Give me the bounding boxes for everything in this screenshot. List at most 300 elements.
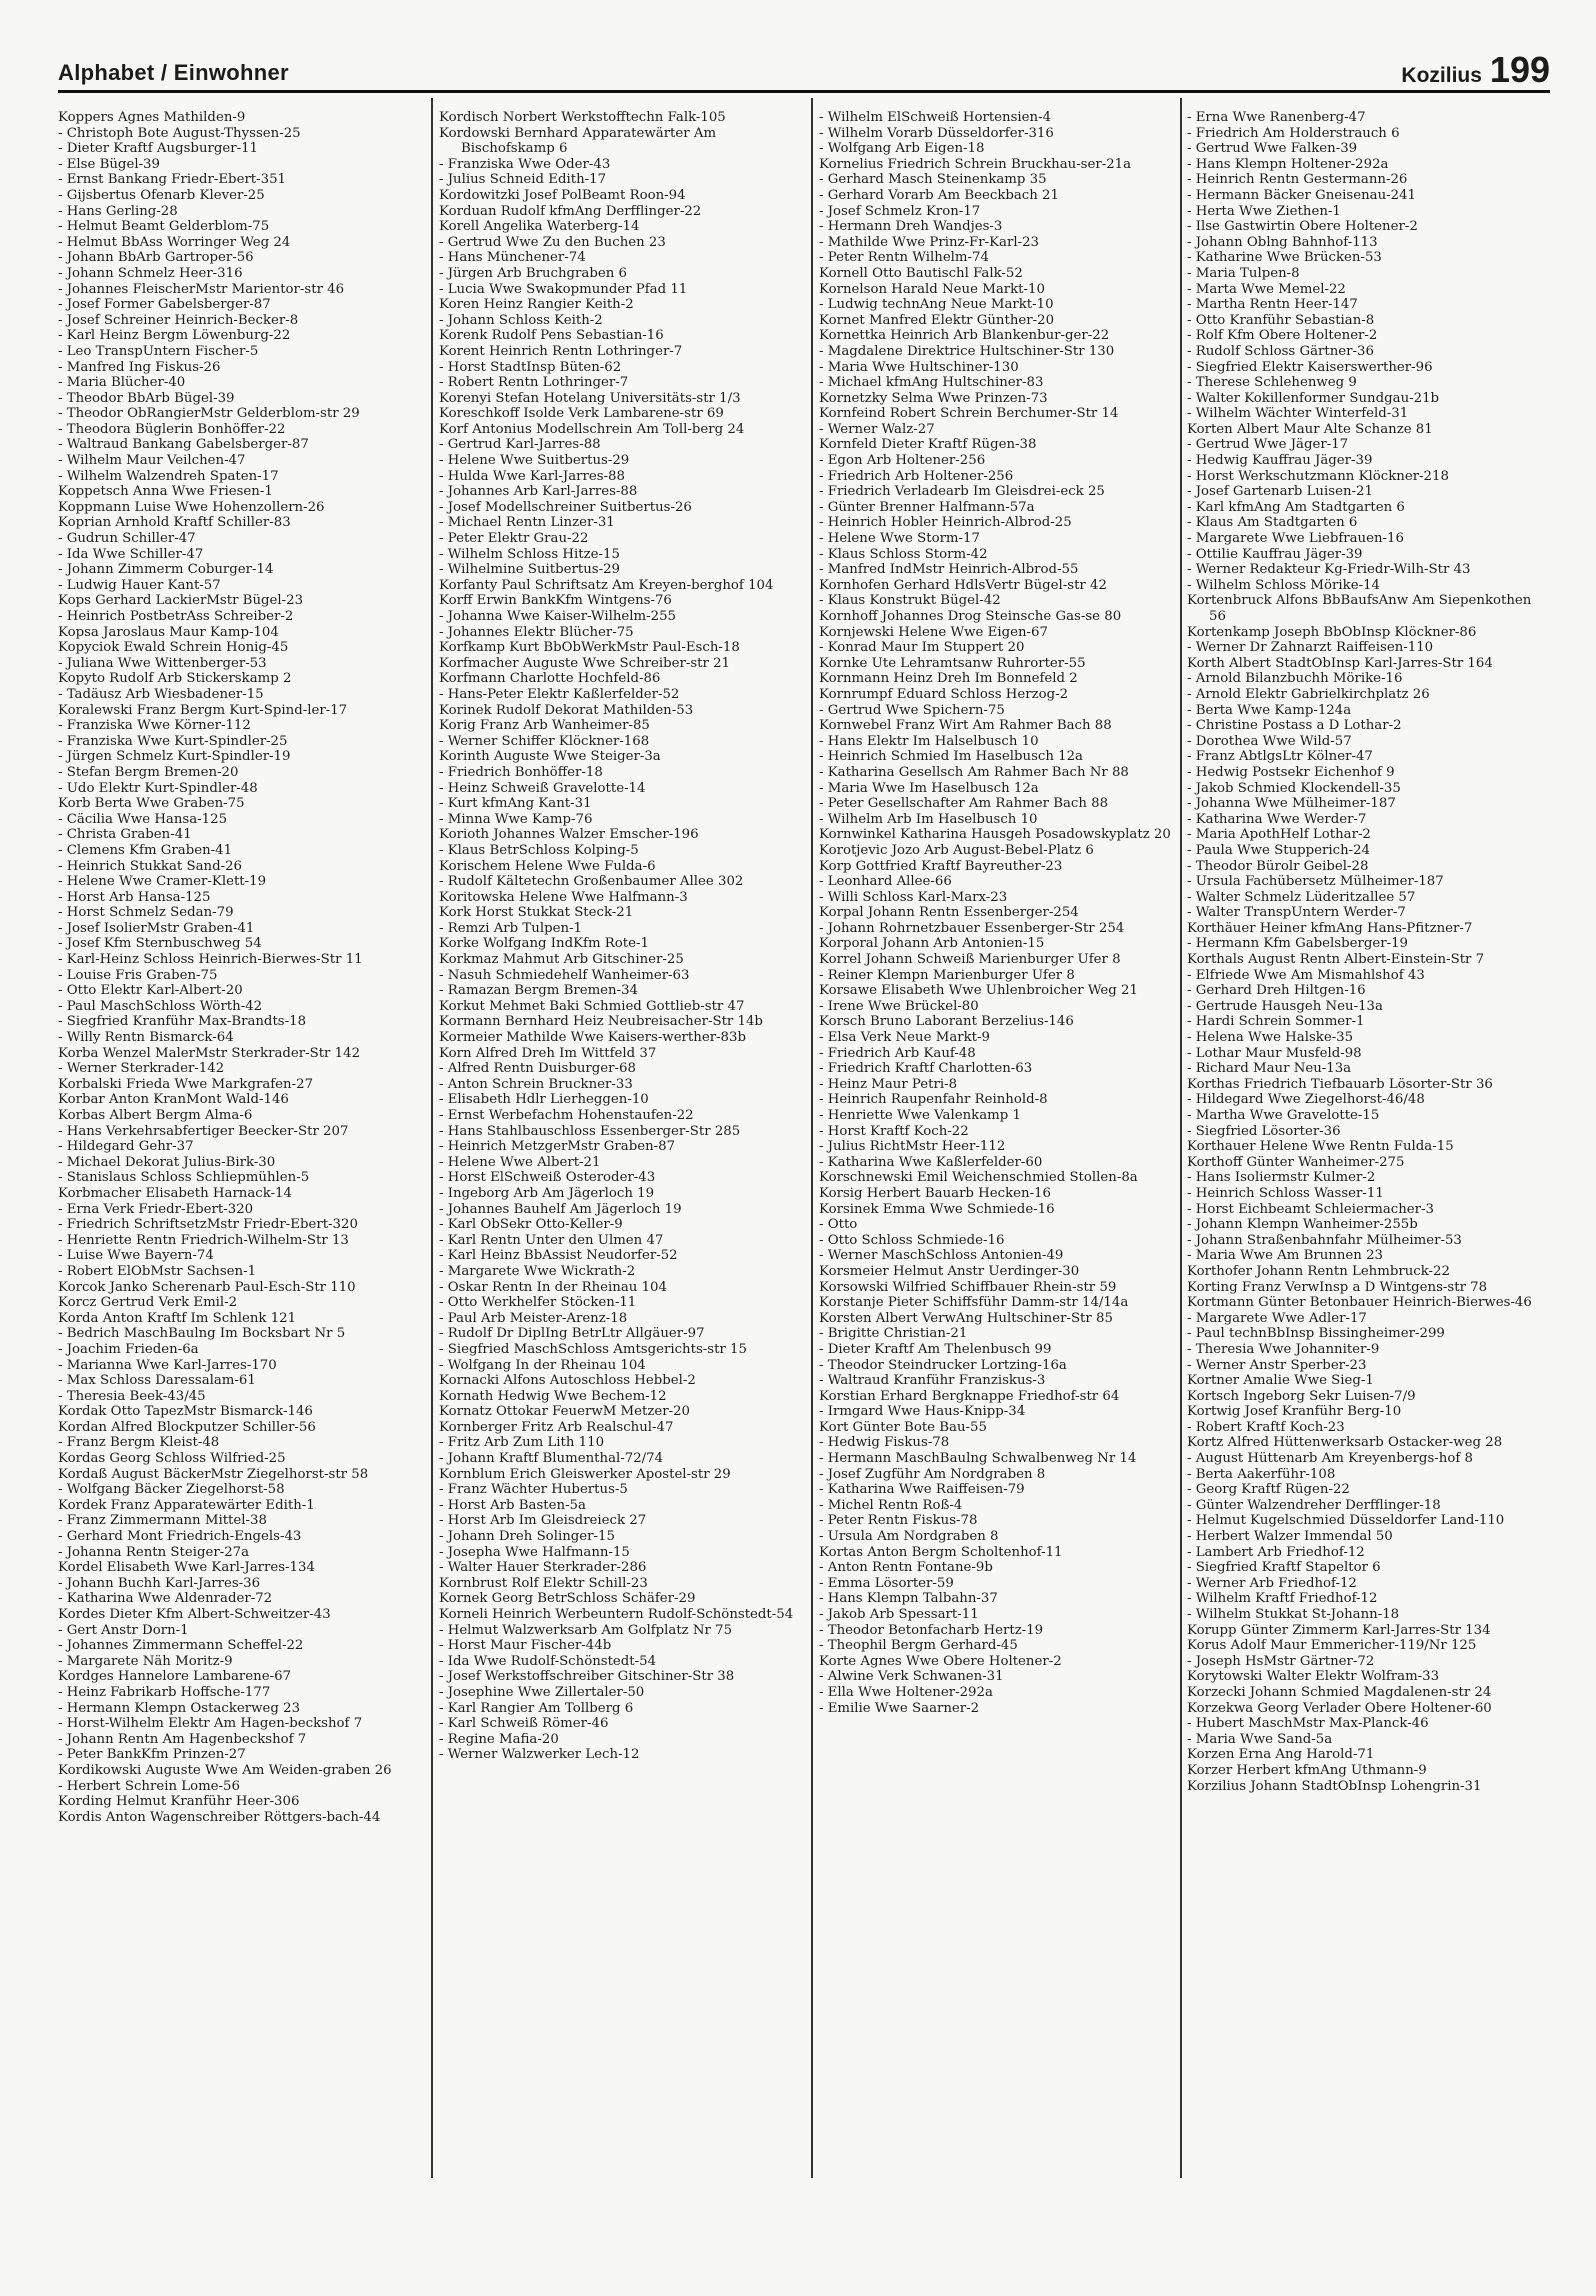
directory-entry: - Karl Heinz Bergm Löwenburg-22 <box>58 328 291 344</box>
directory-entry: Kort Günter Bote Bau-55 <box>819 1419 987 1435</box>
directory-entry: - Franziska Wwe Kurt-Spindler-25 <box>58 733 288 749</box>
running-head <box>1401 49 1550 90</box>
directory-entry: - Ramazan Bergm Bremen-34 <box>439 983 639 999</box>
directory-entry: - Hermann Kfm Gabelsberger-19 <box>1187 936 1409 952</box>
directory-entry: - Wilhelm Maur Veilchen-47 <box>58 453 246 469</box>
directory-entry: - Siegfried Kranführ Max-Brandts-18 <box>58 1014 307 1030</box>
directory-entry: Korzekwa Georg Verlader Obere Holtener-60 <box>1187 1700 1492 1716</box>
directory-entry: Kornhoff Johannes Drog Steinsche Gas-se 80 <box>819 609 1122 624</box>
directory-entry: - Werner MaschSchloss Antonien-49 <box>819 1248 1064 1264</box>
directory-entry: - Erna Verk Friedr-Ebert-320 <box>58 1201 254 1217</box>
directory-entry: - Horst Kraftf Koch-22 <box>819 1123 969 1139</box>
directory-entry: - Dieter Kraftf Augsburger-11 <box>58 141 259 157</box>
directory-entry: - Heinz Fabrikarb Hoffsche-177 <box>58 1684 271 1700</box>
directory-entry: Korf Antonius Modellschrein Am Toll-berg 24 <box>439 421 745 437</box>
directory-entry: - Johanna Wwe Kaiser-Wilhelm-255 <box>439 609 677 624</box>
directory-entry: - Johannes Zimmermann Scheffel-22 <box>58 1638 304 1654</box>
directory-entry: Kortwig Josef Kranführ Berg-10 <box>1187 1404 1402 1420</box>
directory-entry: - Werner Schiffer Klöckner-168 <box>439 733 650 749</box>
directory-entry: Korthas Friedrich Tiefbauarb Lösorter-Str 36 <box>1187 1076 1493 1092</box>
directory-entry: Kortner Amalie Wwe Sieg-1 <box>1187 1373 1374 1389</box>
directory-entry: - Ottilie Kauffrau Jäger-39 <box>1187 546 1363 562</box>
directory-entry: - Hermann Klempn Ostackerweg 23 <box>58 1700 301 1716</box>
directory-entry: - Martha Rentn Heer-147 <box>1187 297 1358 313</box>
directory-entry: - Georg Kraftf Rügen-22 <box>1187 1482 1350 1498</box>
directory-entry: - Christa Graben-41 <box>58 827 192 843</box>
directory-entry: - Gertrude Hausgeh Neu-13a <box>1187 998 1383 1014</box>
directory-entry: - Clemens Kfm Graben-41 <box>58 842 233 858</box>
directory-entry: - Leo TranspUntern Fischer-5 <box>58 343 259 359</box>
directory-entry: - Karl Rangier Am Tollberg 6 <box>439 1700 634 1716</box>
directory-entry: - Heinrich Raupenfahr Reinhold-8 <box>819 1092 1048 1108</box>
directory-entry: Korn Alfred Dreh Im Wittfeld 37 <box>439 1045 657 1061</box>
directory-entry: Korte Agnes Wwe Obere Holtener-2 <box>819 1653 1062 1669</box>
directory-entry: - Hans Klempn Talbahn-37 <box>819 1591 998 1607</box>
directory-entry: Kordges Hannelore Lambarene-67 <box>58 1669 291 1685</box>
directory-entry: - Manfred IndMstr Heinrich-Albrod-55 <box>819 562 1079 578</box>
directory-entry: - Wilhelmine Suitbertus-29 <box>439 562 621 578</box>
directory-entry: - Emma Lösorter-59 <box>819 1575 954 1591</box>
directory-entry: - Cäcilia Wwe Hansa-125 <box>58 811 228 827</box>
directory-entry: - Oskar Rentn In der Rheinau 104 <box>439 1279 667 1295</box>
directory-entry: - Otto Werkhelfer Stöcken-11 <box>439 1295 637 1311</box>
directory-entry: - Heinrich Hobler Heinrich-Albrod-25 <box>819 515 1072 531</box>
directory-entry: - Ida Wwe Rudolf-Schönstedt-54 <box>439 1653 657 1669</box>
directory-entry: - Franz Bergm Kleist-48 <box>58 1435 220 1451</box>
directory-entry: Kordowski Bernhard Apparatewärter Am Bischofskamp 6 <box>439 125 721 157</box>
directory-entry: - Johann Zimmerm Coburger-14 <box>58 562 274 578</box>
directory-entry: Kornetzky Selma Wwe Prinzen-73 <box>819 390 1048 406</box>
directory-entry: - Wilhelm Arb Im Haselbusch 10 <box>819 811 1038 827</box>
directory-entry: - Gerhard Mont Friedrich-Engels-43 <box>58 1529 302 1545</box>
directory-entry: - Herta Wwe Ziethen-1 <box>1187 203 1341 219</box>
directory-entry: - Katharina Wwe Aldenrader-72 <box>58 1591 273 1607</box>
directory-entry: Kornacki Alfons Autoschloss Hebbel-2 <box>439 1373 696 1389</box>
directory-entry: Kording Helmut Kranführ Heer-306 <box>58 1794 300 1810</box>
directory-entry: Korbar Anton KranMont Wald-146 <box>58 1092 289 1108</box>
directory-entry: - Franz Wächter Hubertus-5 <box>439 1482 628 1498</box>
directory-entry: - Maria Wwe Im Haselbusch 12a <box>819 780 1039 796</box>
directory-columns <box>58 110 1554 2290</box>
directory-entry: - Jürgen Arb Bruchgraben 6 <box>439 265 627 281</box>
directory-entry: - Tadäusz Arb Wiesbadener-15 <box>58 686 264 702</box>
directory-entry: - Joachim Frieden-6a <box>58 1341 199 1357</box>
directory-entry: - Hermann MaschBaulng Schwalbenweg Nr 14 <box>819 1451 1137 1467</box>
directory-entry: Korell Angelika Waterberg-14 <box>439 219 640 235</box>
directory-entry: - Otto <box>819 1217 858 1233</box>
directory-entry: - Friedrich Kraftf Charlotten-63 <box>819 1061 1033 1077</box>
directory-entry: Koralewski Franz Bergm Kurt-Spind-ler-17 <box>58 702 348 718</box>
directory-entry: - Kurt kfmAng Kant-31 <box>439 796 592 812</box>
directory-entry: - Else Bügel-39 <box>58 156 160 172</box>
directory-entry: Korzecki Johann Schmied Magdalenen-str 24 <box>1187 1684 1492 1700</box>
directory-entry: Kornatz Ottokar FeuerwM Metzer-20 <box>439 1404 691 1420</box>
directory-entry: - Gertrud Wwe Jäger-17 <box>1187 437 1349 453</box>
directory-entry: - Manfred Ing Fiskus-26 <box>58 359 221 375</box>
directory-entry: - Katharine Wwe Brücken-53 <box>1187 250 1382 266</box>
directory-entry: - Michael Rentn Linzer-31 <box>439 515 615 531</box>
directory-entry: - Walter Schmelz Lüderitzallee 57 <box>1187 889 1416 905</box>
directory-entry: - Wilhelm Vorarb Düsseldorfer-316 <box>819 125 1054 141</box>
directory-entry: - Josef Gartenarb Luisen-21 <box>1187 484 1373 500</box>
directory-entry: - Klaus Am Stadtgarten 6 <box>1187 515 1358 531</box>
directory-entry: Korten Albert Maur Alte Schanze 81 <box>1187 421 1433 437</box>
directory-entry: - Henriette Wwe Valenkamp 1 <box>819 1108 1021 1123</box>
directory-entry: - Waltraud Bankang Gabelsberger-87 <box>58 437 309 453</box>
directory-entry: Kordikowski Auguste Wwe Am Weiden-graben 26 <box>58 1762 392 1778</box>
directory-entry: - Werner Sterkrader-142 <box>58 1061 225 1077</box>
directory-entry: - Louise Fris Graben-75 <box>58 967 218 983</box>
directory-entry: Kornke Ute Lehramtsanw Ruhrorter-55 <box>819 655 1086 671</box>
directory-entry: Korinth Auguste Wwe Steiger-3a <box>439 749 661 765</box>
directory-entry: - Bedrich MaschBaulng Im Bocksbart Nr 5 <box>58 1326 346 1342</box>
directory-entry: Korba Wenzel MalerMstr Sterkrader-Str 142 <box>58 1045 361 1061</box>
directory-entry: - Wilhelm ElSchweiß Hortensien-4 <box>819 110 1052 125</box>
directory-entry: - Hans Isoliermstr Kulmer-2 <box>1187 1170 1376 1186</box>
directory-entry: Kordis Anton Wagenschreiber Röttgers-bach-44 <box>58 1809 381 1825</box>
directory-entry: - Katharina Wwe Kaßlerfelder-60 <box>819 1154 1043 1170</box>
directory-entry: - Michael kfmAng Hultschiner-83 <box>819 375 1044 391</box>
directory-entry: - Karl ObSekr Otto-Keller-9 <box>439 1217 623 1233</box>
directory-entry: - Martha Wwe Gravelotte-15 <box>1187 1108 1380 1123</box>
directory-entry: - Heinrich Stukkat Sand-26 <box>58 858 243 874</box>
directory-entry: - Wilhelm Stukkat St-Johann-18 <box>1187 1607 1400 1622</box>
directory-entry: Kortenkamp Joseph BbObInsp Klöckner-86 <box>1187 624 1477 640</box>
directory-entry: - Irmgard Wwe Haus-Knipp-34 <box>819 1404 1026 1420</box>
directory-entry: - Stefan Bergm Bremen-20 <box>58 764 239 780</box>
directory-entry: - Theodora Büglerin Bonhöffer-22 <box>58 421 286 437</box>
directory-entry: Korzilius Johann StadtObInsp Lohengrin-31 <box>1187 1778 1482 1794</box>
directory-entry: - Klaus Konstrukt Bügel-42 <box>819 593 1001 609</box>
directory-entry: Korting Franz VerwInsp a D Wintgens-str 78 <box>1187 1279 1488 1295</box>
column-divider <box>431 98 433 2178</box>
directory-entry: - Michael Dekorat Julius-Birk-30 <box>58 1154 276 1170</box>
directory-entry: - Jakob Schmied Klockendell-35 <box>1187 780 1401 796</box>
directory-entry: - Ella Wwe Holtener-292a <box>819 1684 993 1700</box>
directory-entry: Korstanje Pieter Schiffsführ Damm-str 14/14a <box>819 1295 1129 1311</box>
directory-entry: Korupp Günter Zimmerm Karl-Jarres-Str 134 <box>1187 1622 1491 1638</box>
directory-entry: - Hardi Schrein Sommer-1 <box>1187 1014 1365 1030</box>
directory-entry: Korcz Gertrud Verk Emil-2 <box>58 1295 238 1311</box>
directory-entry: - Gertrud Wwe Zu den Buchen 23 <box>439 234 666 250</box>
directory-entry: Kordel Elisabeth Wwe Karl-Jarres-134 <box>58 1560 315 1576</box>
directory-entry: - Paula Wwe Stupperich-24 <box>1187 842 1371 858</box>
directory-entry: - Josef Schmelz Kron-17 <box>819 203 981 219</box>
directory-entry: - Klaus BetrSchloss Kolping-5 <box>439 842 639 858</box>
directory-entry: Kordan Alfred Blockputzer Schiller-56 <box>58 1419 316 1435</box>
directory-entry: - Friedrich SchriftsetzMstr Friedr-Ebert-320 <box>58 1217 358 1233</box>
directory-entry: - Werner Anstr Sperber-23 <box>1187 1357 1367 1373</box>
directory-entry: - Helene Wwe Cramer-Klett-19 <box>58 874 267 890</box>
directory-entry: Kornbrust Rolf Elektr Schill-23 <box>439 1575 648 1591</box>
directory-entry: - Helmut Kugelschmied Düsseldorfer Land-110 <box>1187 1513 1505 1529</box>
directory-entry: - Peter Rentn Fiskus-78 <box>819 1513 978 1529</box>
directory-entry: - Hedwig Fiskus-78 <box>819 1435 950 1451</box>
directory-entry: - Heinrich MetzgerMstr Graben-87 <box>439 1139 676 1155</box>
directory-entry: Korischem Helene Wwe Fulda-6 <box>439 858 656 874</box>
directory-entry: Korporal Johann Arb Antonien-15 <box>819 936 1045 952</box>
directory-entry: - Hans Verkehrsabfertiger Beecker-Str 207 <box>58 1123 349 1139</box>
directory-entry: Korthäuer Heiner kfmAng Hans-Pfitzner-7 <box>1187 920 1473 936</box>
directory-entry: Korsawe Elisabeth Wwe Uhlenbroicher Weg 21 <box>819 983 1138 999</box>
directory-entry: - Jürgen Schmelz Kurt-Spindler-19 <box>58 749 291 765</box>
directory-entry: Kordek Franz Apparatewärter Edith-1 <box>58 1497 315 1513</box>
directory-entry: Kormeier Mathilde Wwe Kaisers-werther-83b <box>439 1030 746 1046</box>
directory-entry: Kornjewski Helene Wwe Eigen-67 <box>819 624 1048 640</box>
directory-entry: - Horst Arb Im Gleisdreieck 27 <box>439 1513 647 1529</box>
directory-entry: Korzer Herbert kfmAng Uthmann-9 <box>1187 1762 1427 1778</box>
directory-entry: - Ernst Bankang Friedr-Ebert-351 <box>58 172 287 188</box>
directory-entry: - Otto Kranführ Sebastian-8 <box>1187 312 1375 328</box>
directory-entry: - Hermann Bäcker Gneisenau-241 <box>1187 187 1417 203</box>
directory-entry: - Johann Schloss Keith-2 <box>439 312 603 328</box>
directory-entry: - Max Schloss Daressalam-61 <box>58 1373 256 1389</box>
directory-entry: - Horst ElSchweiß Osteroder-43 <box>439 1170 656 1186</box>
directory-entry: - Anton Schrein Bruckner-33 <box>439 1076 633 1092</box>
directory-entry: Korinek Rudolf Dekorat Mathilden-53 <box>439 702 694 718</box>
directory-entry: - Johann Kraftf Blumenthal-72/74 <box>439 1451 664 1467</box>
directory-entry: - Theophil Bergm Gerhard-45 <box>819 1638 1018 1654</box>
directory-entry: - Michel Rentn Roß-4 <box>819 1497 963 1513</box>
directory-entry: Kortas Anton Bergm Scholtenhof-11 <box>819 1544 1063 1560</box>
directory-entry: Korsten Albert VerwAng Hultschiner-Str 85 <box>819 1310 1113 1326</box>
directory-entry: - Friedrich Arb Holtener-256 <box>819 468 1014 484</box>
directory-entry: - Robert Rentn Lothringer-7 <box>439 375 629 391</box>
directory-entry: - Otto Schloss Schmiede-16 <box>819 1232 1005 1248</box>
directory-entry: - Johann Rentn Am Hagenbeckshof 7 <box>58 1731 307 1747</box>
directory-entry: - Gert Anstr Dorn-1 <box>58 1622 189 1638</box>
directory-entry: Korkmaz Mahmut Arb Gitschiner-25 <box>439 952 684 968</box>
directory-entry: Kornblum Erich Gleiswerker Apostel-str 29 <box>439 1466 731 1482</box>
directory-entry: - Wilhelm Wächter Winterfeld-31 <box>1187 406 1409 422</box>
directory-entry: - Leonhard Allee-66 <box>819 874 952 890</box>
directory-entry: - Theresia Beek-43/45 <box>58 1388 206 1404</box>
directory-entry: - Werner Dr Zahnarzt Raiffeisen-110 <box>1187 640 1434 656</box>
directory-entry: - Christoph Bote August-Thyssen-25 <box>58 125 301 141</box>
directory-entry: - Egon Arb Holtener-256 <box>819 453 986 469</box>
directory-entry: Kornelius Friedrich Schrein Bruckhau-ser-21a <box>819 156 1132 172</box>
directory-entry: - Arnold Bilanzbuchh Mörike-16 <box>1187 671 1403 687</box>
directory-entry: - Helene Wwe Storm-17 <box>819 531 980 547</box>
directory-entry: - Horst Werkschutzmann Klöckner-218 <box>1187 468 1449 484</box>
directory-entry: Korb Berta Wwe Graben-75 <box>58 796 245 812</box>
directory-entry: - August Hüttenarb Am Kreyenbergs-hof 8 <box>1187 1451 1473 1467</box>
directory-entry: Korbalski Frieda Wwe Markgrafen-27 <box>58 1076 314 1092</box>
directory-entry: Kornath Hedwig Wwe Bechem-12 <box>439 1388 667 1404</box>
directory-entry: Kornrumpf Eduard Schloss Herzog-2 <box>819 686 1069 702</box>
directory-entry: Korschnewski Emil Weichenschmied Stollen-8a <box>819 1170 1138 1186</box>
directory-entry: - Helmut Beamt Gelderblom-75 <box>58 219 270 235</box>
directory-entry: Korioth Johannes Walzer Emscher-196 <box>439 827 699 843</box>
directory-entry: Koritowska Helene Wwe Halfmann-3 <box>439 889 688 905</box>
directory-entry: - Minna Wwe Kamp-76 <box>439 811 593 827</box>
directory-entry: - Stanislaus Schloss Schliepmühlen-5 <box>58 1170 310 1186</box>
directory-entry: - Johannes Elektr Blücher-75 <box>439 624 634 640</box>
directory-entry: - Dorothea Wwe Wild-57 <box>1187 733 1352 749</box>
directory-entry: - Walter TranspUntern Werder-7 <box>1187 905 1406 921</box>
directory-entry: Korsowski Wilfried Schiffbauer Rhein-str 59 <box>819 1279 1117 1295</box>
running-head-name: Kozilius <box>1401 64 1482 87</box>
directory-entry: - Brigitte Christian-21 <box>819 1326 968 1342</box>
directory-entry: Kornfeind Robert Schrein Berchumer-Str 14 <box>819 406 1119 422</box>
directory-entry: Kornell Otto Bautischl Falk-52 <box>819 265 1023 281</box>
directory-entry: - Horst Schmelz Sedan-79 <box>58 905 234 921</box>
directory-entry: Korthals August Rentn Albert-Einstein-Str 7 <box>1187 952 1485 968</box>
directory-entry: Kornettka Heinrich Arb Blankenbur-ger-22 <box>819 328 1110 344</box>
directory-entry: - Ursula Fachübersetz Mülheimer-187 <box>1187 874 1444 890</box>
directory-entry: - Werner Walzwerker Lech-12 <box>439 1747 640 1763</box>
directory-entry: - Alfred Rentn Duisburger-68 <box>439 1061 636 1077</box>
directory-entry: - Alwine Verk Schwanen-31 <box>819 1669 1004 1685</box>
directory-entry: - Ludwig technAng Neue Markt-10 <box>819 297 1054 313</box>
directory-entry: - Johann Klempn Wanheimer-255b <box>1187 1217 1418 1233</box>
directory-entry: - Heinrich Schmied Im Haselbusch 12a <box>819 749 1083 765</box>
directory-entry: - Helene Wwe Albert-21 <box>439 1154 601 1170</box>
directory-entry: Korduan Rudolf kfmAng Derfflinger-22 <box>439 203 702 219</box>
directory-entry: - Luise Wwe Bayern-74 <box>58 1248 214 1264</box>
directory-entry: - Johannes Bauhelf Am Jägerloch 19 <box>439 1201 682 1217</box>
directory-entry: - Willy Rentn Bismarck-64 <box>58 1030 234 1046</box>
directory-entry: - Johann Buchh Karl-Jarres-36 <box>58 1575 261 1591</box>
directory-entry: - Horst Maur Fischer-44b <box>439 1638 612 1654</box>
directory-entry: - Therese Schlehenweg 9 <box>1187 375 1357 391</box>
directory-entry: - Herbert Schrein Lome-56 <box>58 1778 240 1794</box>
directory-entry: - Hildegard Gehr-37 <box>58 1139 194 1155</box>
directory-entry: - Siegfried MaschSchloss Amtsgerichts-str 15 <box>439 1341 747 1357</box>
directory-entry: - Maria Wwe Sand-5a <box>1187 1731 1333 1747</box>
directory-entry: - Peter Rentn Wilhelm-74 <box>819 250 989 266</box>
directory-entry: Korneli Heinrich Werbeuntern Rudolf-Schönstedt-54 <box>439 1607 794 1622</box>
directory-entry: Kops Gerhard LackierMstr Bügel-23 <box>58 593 304 609</box>
directory-entry: - Karl Heinz BbAssist Neudorfer-52 <box>439 1248 678 1264</box>
directory-entry: - Wolfgang Arb Eigen-18 <box>819 141 985 157</box>
directory-entry: - Helmut Walzwerksarb Am Golfplatz Nr 75 <box>439 1622 733 1638</box>
directory-entry: Korbmacher Elisabeth Harnack-14 <box>58 1185 292 1201</box>
directory-entry: Korytowski Walter Elektr Wolfram-33 <box>1187 1669 1440 1685</box>
directory-entry: - Jakob Arb Spessart-11 <box>819 1607 979 1622</box>
directory-entry: - Josef Zugführ Am Nordgraben 8 <box>819 1466 1046 1482</box>
directory-entry: Kork Horst Stukkat Steck-21 <box>439 905 634 921</box>
directory-entry: - Siegfried Kraftf Stapeltor 6 <box>1187 1560 1381 1576</box>
directory-entry: - Hans Elektr Im Halselbusch 10 <box>819 733 1039 749</box>
directory-entry: - Werner Walz-27 <box>819 421 935 437</box>
directory-entry: - Lucia Wwe Swakopmunder Pfad 11 <box>439 281 688 297</box>
directory-entry: - Waltraud Kranführ Franziskus-3 <box>819 1373 1046 1389</box>
directory-entry: - Elsa Verk Neue Markt-9 <box>819 1030 990 1046</box>
directory-entry: - Horst Arb Basten-5a <box>439 1497 586 1513</box>
directory-entry: - Friedrich Bonhöffer-18 <box>439 764 603 780</box>
directory-entry: - Wilhelm Kraftf Friedhof-12 <box>1187 1591 1378 1607</box>
directory-entry: Kordaß August BäckerMstr Ziegelhorst-str 58 <box>58 1466 369 1482</box>
column-1 <box>58 110 422 2290</box>
directory-entry: - Ida Wwe Schiller-47 <box>58 546 204 562</box>
column-4 <box>1187 110 1551 2290</box>
directory-entry: Kornek Georg BetrSchloss Schäfer-29 <box>439 1591 696 1607</box>
page-header <box>58 49 1550 93</box>
directory-entry: Kopyto Rudolf Arb Stickerskamp 2 <box>58 671 292 687</box>
directory-entry: Korsmeier Helmut Anstr Uerdinger-30 <box>819 1263 1080 1279</box>
directory-entry: - Gerhard Vorarb Am Beeckbach 21 <box>819 187 1059 203</box>
directory-entry: - Katharina Gesellsch Am Rahmer Bach Nr 88 <box>819 764 1129 780</box>
column-3 <box>819 110 1183 2290</box>
directory-entry: - Karl kfmAng Am Stadtgarten 6 <box>1187 499 1405 515</box>
directory-entry: - Theodor Steindrucker Lortzing-16a <box>819 1357 1067 1373</box>
directory-entry: Korkut Mehmet Baki Schmied Gottlieb-str 47 <box>439 998 745 1014</box>
directory-entry: - Berta Wwe Kamp-124a <box>1187 702 1352 718</box>
directory-entry: - Wilhelm Schloss Hitze-15 <box>439 546 620 562</box>
directory-entry: - Henriette Rentn Friedrich-Wilhelm-Str 13 <box>58 1232 349 1248</box>
directory-entry: Kornhofen Gerhard HdlsVertr Bügel-str 42 <box>819 577 1107 593</box>
directory-entry: - Gijsbertus Ofenarb Klever-25 <box>58 187 265 203</box>
directory-entry: - Siegfried Lösorter-36 <box>1187 1123 1341 1139</box>
directory-entry: Korbas Albert Bergm Alma-6 <box>58 1108 253 1123</box>
directory-entry: Korus Adolf Maur Emmericher-119/Nr 125 <box>1187 1638 1477 1654</box>
directory-entry: - Johann BbArb Gartroper-56 <box>58 250 254 266</box>
directory-entry: - Johann Rohrnetzbauer Essenberger-Str 254 <box>819 920 1125 936</box>
directory-entry: - Franz AbtlgsLtr Kölner-47 <box>1187 749 1373 765</box>
directory-entry: - Karl Schweiß Römer-46 <box>439 1716 609 1732</box>
directory-entry: - Katharina Wwe Werder-7 <box>1187 811 1367 827</box>
directory-entry: Korff Erwin BankKfm Wintgens-76 <box>439 593 672 609</box>
directory-entry: Korfmacher Auguste Wwe Schreiber-str 21 <box>439 655 731 671</box>
directory-entry: - Peter Gesellschafter Am Rahmer Bach 88 <box>819 796 1109 812</box>
directory-entry: - Ernst Werbefachm Hohenstaufen-22 <box>439 1108 694 1123</box>
directory-entry: - Regine Mafia-20 <box>439 1731 559 1747</box>
directory-entry: Korthoff Günter Wanheimer-275 <box>1187 1154 1405 1170</box>
directory-entry: - Horst Arb Hansa-125 <box>58 889 211 905</box>
directory-entry: Kopyciok Ewald Schrein Honig-45 <box>58 640 289 656</box>
directory-entry: - Mathilde Wwe Prinz-Fr-Karl-23 <box>819 234 1040 250</box>
directory-entry: - Margarete Wwe Adler-17 <box>1187 1310 1367 1326</box>
directory-entry: - Maria Blücher-40 <box>58 375 186 391</box>
directory-entry: Korth Albert StadtObInsp Karl-Jarres-Str 164 <box>1187 655 1493 671</box>
directory-entry: Kornwebel Franz Wirt Am Rahmer Bach 88 <box>819 718 1112 734</box>
directory-entry: Kopsa Jaroslaus Maur Kamp-104 <box>58 624 279 640</box>
directory-entry: - Margarete Näh Moritz-9 <box>58 1653 233 1669</box>
directory-entry: - Helmut BbAss Worringer Weg 24 <box>58 234 291 250</box>
directory-entry: - Hans Münchener-74 <box>439 250 586 266</box>
directory-entry: - Heinrich PostbetrAss Schreiber-2 <box>58 609 294 624</box>
directory-entry: - Helene Wwe Suitbertus-29 <box>439 453 630 469</box>
directory-entry: Korsig Herbert Bauarb Hecken-16 <box>819 1185 1051 1201</box>
directory-entry: - Arnold Elektr Gabrielkirchplatz 26 <box>1187 686 1430 702</box>
directory-entry: - Franziska Wwe Oder-43 <box>439 156 611 172</box>
directory-entry: - Hermann Dreh Wandjes-3 <box>819 219 1003 235</box>
directory-entry: - Günter Walzendreher Derfflinger-18 <box>1187 1497 1441 1513</box>
directory-entry: - Erna Wwe Ranenberg-47 <box>1187 110 1366 125</box>
directory-entry: - Gertrud Karl-Jarres-88 <box>439 437 601 453</box>
directory-entry: - Gudrun Schiller-47 <box>58 531 196 547</box>
directory-entry: - Udo Elektr Kurt-Spindler-48 <box>58 780 258 796</box>
directory-entry: - Marta Wwe Memel-22 <box>1187 281 1346 297</box>
directory-entry: - Karl-Heinz Schloss Heinrich-Bierwes-Str 11 <box>58 952 363 968</box>
directory-entry: - Josef Kfm Sternbuschweg 54 <box>58 936 262 952</box>
directory-entry: Koprian Arnhold Kraftf Schiller-83 <box>58 515 291 531</box>
directory-entry: - Klaus Schloss Storm-42 <box>819 546 988 562</box>
directory-entry: - Ludwig Hauer Kant-57 <box>58 577 221 593</box>
directory-entry: - Remzi Arb Tulpen-1 <box>439 920 582 936</box>
section-title: Alphabet / Einwohner <box>58 60 289 85</box>
directory-entry: Koppmann Luise Wwe Hohenzollern-26 <box>58 499 325 515</box>
directory-entry: - Katharina Wwe Raiffeisen-79 <box>819 1482 1025 1498</box>
directory-entry: Korfkamp Kurt BbObWerkMstr Paul-Esch-18 <box>439 640 740 656</box>
directory-entry: Kornberger Fritz Arb Realschul-47 <box>439 1419 674 1435</box>
directory-entry: Kordisch Norbert Werkstofftechn Falk-105 <box>439 110 726 125</box>
directory-entry: - Konrad Maur Im Stuppert 20 <box>819 640 1025 656</box>
directory-entry: - Wolfgang Bäcker Ziegelhorst-58 <box>58 1482 285 1498</box>
directory-entry: - Nasuh Schmiedehelf Wanheimer-63 <box>439 967 690 983</box>
directory-entry: - Maria ApothHelf Lothar-2 <box>1187 827 1371 843</box>
